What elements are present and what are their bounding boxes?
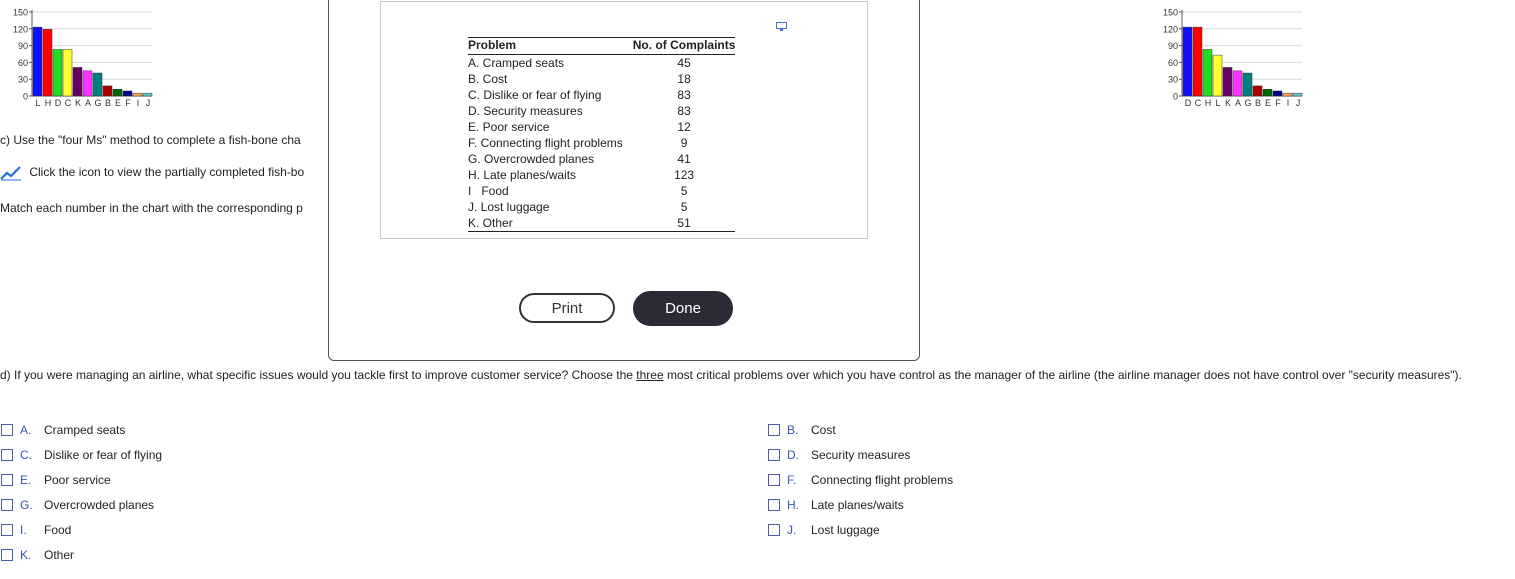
table-row	[468, 151, 735, 167]
chart-xtick-label: A	[84, 98, 92, 108]
fishbone-link-text: Click the icon to view the partially completed fish-bo	[29, 165, 305, 180]
table-cell-problem: K. Other	[468, 215, 623, 232]
expand-icon[interactable]	[776, 22, 788, 32]
checkbox[interactable]	[1, 424, 13, 436]
table-row	[468, 183, 735, 199]
chart-xtick-label: C	[1194, 98, 1202, 108]
pareto-chart-right	[1150, 0, 1310, 112]
table-cell-count: 18	[677, 72, 691, 86]
trend-chart-icon[interactable]	[0, 165, 22, 181]
table-cell-count: 51	[623, 215, 736, 232]
table-row	[468, 199, 735, 215]
choice-letter: F.	[787, 473, 797, 487]
table-cell-problem: J. Lost luggage	[468, 200, 550, 214]
chart-bar	[83, 71, 92, 96]
checkbox[interactable]	[768, 499, 780, 511]
question-d	[0, 367, 1512, 384]
chart-ytick-label: 60	[17, 57, 28, 68]
chart-bar	[1293, 93, 1302, 96]
chart-bar	[143, 93, 152, 96]
table-row	[468, 103, 735, 119]
table-cell-count: 5	[680, 184, 688, 198]
chart-xtick-label: I	[136, 98, 140, 108]
chart-xtick-label: I	[1286, 98, 1290, 108]
table-cell-problem: A. Cramped seats	[468, 56, 565, 70]
table-row	[468, 135, 735, 151]
chart-xtick-label: F	[125, 98, 131, 108]
part-c-instruction: c) Use the "four Ms" method to complete a fish-bone cha	[0, 133, 301, 147]
chart-xtick-label: H	[44, 98, 52, 108]
chart-ytick-label: 0	[22, 91, 28, 102]
table-row	[468, 119, 735, 135]
table-cell-problem: F. Connecting flight problems	[468, 136, 623, 150]
checkbox[interactable]	[1, 549, 13, 561]
table-panel	[380, 1, 868, 239]
chart-ytick-label: 30	[17, 74, 28, 85]
chart-bar	[1183, 27, 1192, 96]
choice-letter: J.	[787, 523, 797, 537]
table-cell-count: 123	[674, 168, 695, 182]
chart-xtick-label: B	[1254, 98, 1262, 108]
chart-bar	[1253, 86, 1262, 96]
chart-ytick-label: 60	[1167, 57, 1178, 68]
chart-bar	[1223, 67, 1232, 96]
checkbox[interactable]	[1, 499, 13, 511]
choice-label: Food	[44, 523, 72, 537]
chart-bar	[73, 67, 82, 96]
chart-xtick-label: D	[54, 98, 62, 108]
table-cell-problem: I Food	[468, 184, 509, 198]
table-cell-count: 45	[677, 56, 691, 70]
chart-xtick-label: K	[74, 98, 82, 108]
chart-xtick-label: K	[1224, 98, 1232, 108]
table-row	[468, 87, 735, 103]
chart-xtick-label: J	[1295, 98, 1301, 108]
choice-label: Late planes/waits	[811, 498, 904, 512]
chart-ytick-label: 150	[1162, 7, 1178, 18]
choice-label: Cost	[811, 423, 836, 437]
chart-ytick-label: 30	[1167, 74, 1178, 85]
chart-bar	[1213, 55, 1222, 96]
chart-xtick-label: L	[1215, 98, 1221, 108]
chart-xtick-label: G	[94, 98, 102, 108]
table-row	[468, 55, 735, 72]
chart-xtick-label: F	[1275, 98, 1281, 108]
table-header-row	[468, 38, 735, 55]
question-d-underlined: three	[636, 368, 664, 382]
print-button[interactable]: Print	[519, 293, 615, 323]
choice-letter: G.	[20, 498, 33, 512]
chart-ytick-label: 0	[1172, 91, 1178, 102]
chart-xtick-label: H	[1204, 98, 1212, 108]
chart-bar	[53, 50, 62, 96]
choice-letter: I.	[20, 523, 27, 537]
choice-letter: K.	[20, 548, 32, 562]
table-cell-count: 12	[677, 120, 691, 134]
pareto-chart-left	[0, 0, 160, 112]
table-row	[468, 71, 735, 87]
checkbox[interactable]	[768, 424, 780, 436]
table-cell-problem: B. Cost	[468, 72, 508, 86]
choice-label: Poor service	[44, 473, 111, 487]
match-instruction: Match each number in the chart with the corresponding p	[0, 201, 303, 215]
fishbone-link-row[interactable]	[0, 165, 304, 181]
table-cell-count: 83	[677, 88, 691, 102]
chart-bar	[33, 27, 42, 96]
chart-ytick-label: 150	[12, 7, 28, 18]
chart-ytick-label: 90	[1167, 41, 1178, 52]
chart-ytick-label: 120	[1162, 24, 1178, 35]
chart-xtick-label: L	[35, 98, 41, 108]
table-cell-problem: C. Dislike or fear of flying	[468, 88, 602, 102]
choice-label: Cramped seats	[44, 423, 126, 437]
choice-letter: H.	[787, 498, 799, 512]
table-cell-problem: G. Overcrowded planes	[468, 152, 595, 166]
chart-bar	[133, 93, 142, 96]
header-complaints: No. of Complaints	[623, 38, 736, 55]
choice-letter: E.	[20, 473, 32, 487]
table-row	[468, 167, 735, 183]
chart-xtick-label: C	[64, 98, 72, 108]
chart-bar	[93, 73, 102, 96]
checkbox[interactable]	[1, 524, 13, 536]
chart-bar	[123, 91, 132, 96]
chart-bar	[1233, 71, 1242, 96]
choice-label: Lost luggage	[811, 523, 880, 537]
choice-letter: C.	[20, 448, 32, 462]
choice-letter: B.	[787, 423, 799, 437]
chart-bar	[1283, 93, 1292, 96]
checkbox[interactable]	[768, 449, 780, 461]
chart-bar	[113, 89, 122, 96]
chart-bar	[63, 50, 72, 96]
checkbox[interactable]	[768, 474, 780, 486]
chart-bar	[1203, 50, 1212, 96]
pareto-chart-left-svg	[0, 0, 160, 112]
table-cell-count: 9	[680, 136, 688, 150]
chart-ytick-label: 120	[12, 24, 28, 35]
choice-label: Security measures	[811, 448, 911, 462]
choice-label: Connecting flight problems	[811, 473, 954, 487]
choice-label: Overcrowded planes	[44, 498, 155, 512]
table-cell-problem: D. Security measures	[468, 104, 583, 118]
header-problem: Problem	[468, 38, 623, 55]
table-cell-count: 83	[677, 104, 691, 118]
chart-xtick-label: D	[1184, 98, 1192, 108]
done-button[interactable]: Done	[633, 291, 733, 326]
choice-label: Other	[44, 548, 75, 562]
chart-bar	[1193, 27, 1202, 96]
chart-bar	[103, 86, 112, 96]
data-table-dialog	[328, 0, 920, 361]
chart-xtick-label: E	[114, 98, 122, 108]
table-cell-problem: E. Poor service	[468, 120, 550, 134]
chart-xtick-label: A	[1234, 98, 1242, 108]
table-cell-count: 5	[680, 200, 688, 214]
choice-letter: D.	[787, 448, 799, 462]
table-cell-problem: H. Late planes/waits	[468, 168, 577, 182]
table-row	[468, 215, 735, 232]
choice-label: Dislike or fear of flying	[44, 448, 163, 462]
chart-xtick-label: G	[1244, 98, 1252, 108]
chart-bar	[1243, 73, 1252, 96]
checkbox[interactable]	[1, 474, 13, 486]
chart-bar	[1273, 91, 1282, 96]
pareto-chart-right-svg	[1150, 0, 1310, 112]
chart-bar	[43, 29, 52, 96]
choice-letter: A.	[20, 423, 32, 437]
question-d-text-before: d) If you were managing an airline, what specific issues would you tackle first to improve customer service? Choose the	[0, 368, 637, 382]
chart-xtick-label: J	[145, 98, 151, 108]
question-d-text-after: most critical problems over which you have control as the manager of the airline (the airline manager does not have control over "security measures").	[663, 368, 1462, 382]
chart-bar	[1263, 89, 1272, 96]
checkbox[interactable]	[1, 449, 13, 461]
chart-xtick-label: E	[1264, 98, 1272, 108]
chart-ytick-label: 90	[17, 41, 28, 52]
checkbox[interactable]	[768, 524, 780, 536]
chart-xtick-label: B	[104, 98, 112, 108]
table-cell-count: 41	[677, 152, 691, 166]
complaints-table	[468, 37, 735, 232]
